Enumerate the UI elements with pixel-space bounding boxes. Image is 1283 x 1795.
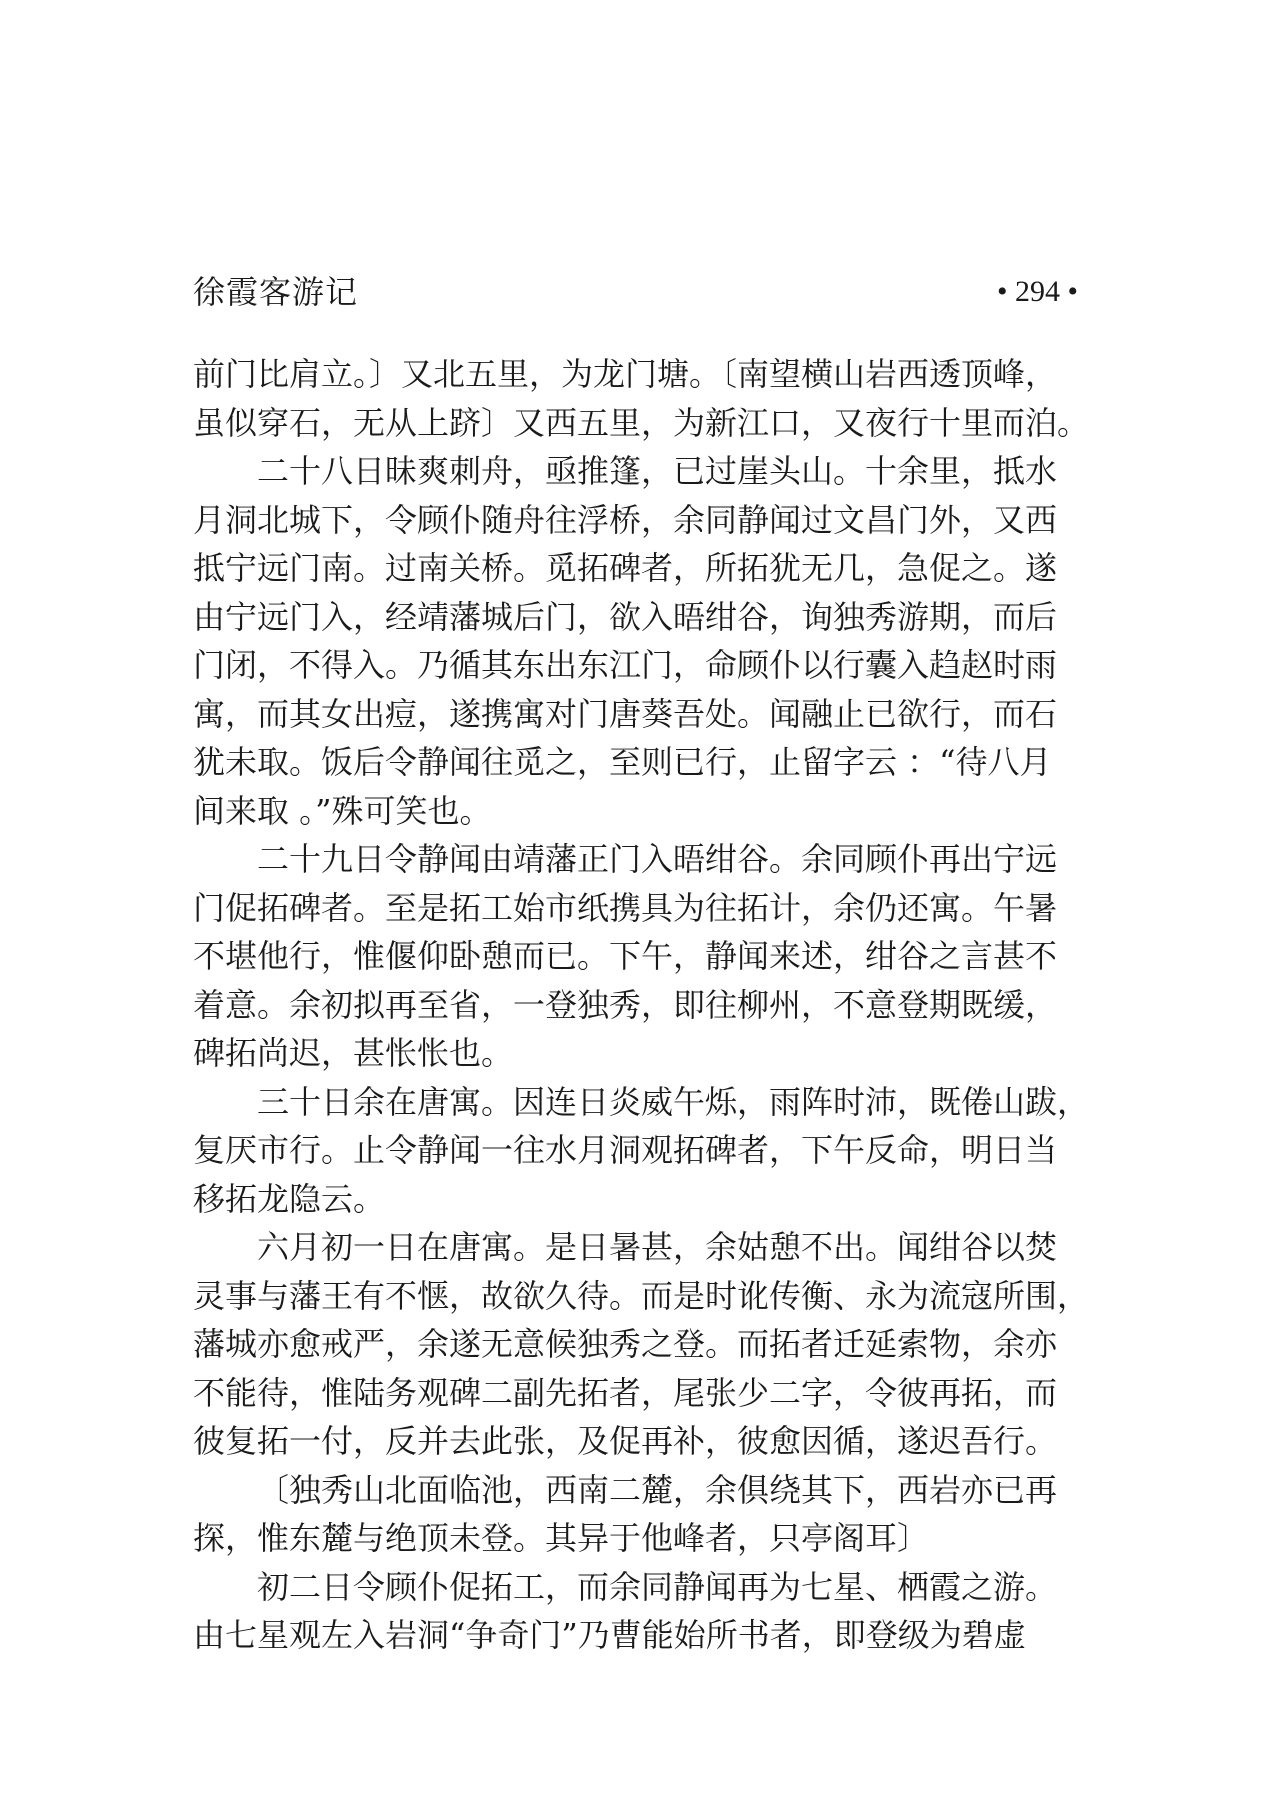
- text-line: 不堪他行，惟偃仰卧憩而已。下午，静闻来述，绀谷之言甚不: [193, 937, 1058, 975]
- text-line: 门闭，不得入。乃循其东出东江门，命顾仆以行囊入趋赵时雨: [193, 646, 1058, 684]
- page-number: • 294 •: [996, 275, 1078, 308]
- text-line: 间来取 。”殊可笑也。: [193, 791, 492, 830]
- paragraph-start-line: 〔独秀山北面临池，西南二麓，余俱绕其下，西岩亦已再: [257, 1470, 1058, 1509]
- text-line: 不能待，惟陆务观碑二副先拓者，尾张少二字，令彼再拓，而: [193, 1373, 1058, 1412]
- body-text: [193, 350, 1093, 1660]
- text-line: 灵事与藩王有不惬，故欲久待。而是时讹传衡、永为流寇所围，: [193, 1276, 1090, 1315]
- text-line: 由七星观左入岩洞“争奇门”乃曹能始所书者，即登级为碧虚: [193, 1616, 1026, 1654]
- text-line: 抵宁远门南。过南关桥。觅拓碑者，所拓犹无几，急促之。遂: [193, 549, 1058, 587]
- text-line: 碑拓尚迟，甚怅怅也。: [193, 1034, 514, 1072]
- text-line: 探，惟东麓与绝顶未登。其异于他峰者，只亭阁耳〕: [193, 1519, 930, 1557]
- text-line: 寓，而其女出痘，遂携寓对门唐葵吾处。闻融止已欲行，而石: [193, 694, 1058, 733]
- paragraph-start-line: 六月初一日在唐寓。是日暑甚，余姑憩不出。闻绀谷以焚: [257, 1228, 1058, 1266]
- text-line: 彼复拓一付，反并去此张，及促再补，彼愈因循，遂迟吾行。: [193, 1422, 1058, 1460]
- page-header: [193, 270, 1078, 314]
- text-line: 前门比肩立。〕又北五里，为龙门塘。〔南望横山岩西透顶峰，: [193, 355, 1058, 393]
- text-line: 移拓龙隐云。: [193, 1179, 386, 1218]
- text-line: 着意。余初拟再至省，一登独秀，即往柳州，不意登期既缓，: [193, 985, 1058, 1024]
- paragraph-start-line: 二十九日令静闻由靖藩正门入晤绀谷。余同顾仆再出宁远: [257, 840, 1058, 878]
- text-line: 门促拓碑者。至是拓工始市纸携具为往拓计，余仍还寓。午暑: [193, 888, 1058, 927]
- text-line: 虽似穿石，无从上跻〕又西五里，为新江口，又夜行十里而泊。: [193, 403, 1090, 442]
- text-line: 藩城亦愈戒严，余遂无意候独秀之登。而拓者迁延索物，余亦: [193, 1325, 1058, 1363]
- text-line: 犹未取。饭后令静闻往觅之，至则已行，止留字云 ：“待八月: [193, 743, 1052, 781]
- text-line: 复厌市行。止令静闻一往水月洞观拓碑者，下午反命，明日当: [193, 1131, 1058, 1169]
- book-title: 徐霞客游记: [193, 273, 359, 311]
- text-line: 月洞北城下，令顾仆随舟往浮桥，余同静闻过文昌门外，又西: [193, 500, 1058, 539]
- paragraph-start-line: 二十八日昧爽刺舟，亟推篷，已过崖头山。十余里，抵水: [257, 452, 1058, 490]
- paragraph-start-line: 三十日余在唐寓。因连日炎威午烁，雨阵时沛，既倦山跋，: [257, 1082, 1090, 1121]
- paragraph-start-line: 初二日令顾仆促拓工，而余同静闻再为七星、栖霞之游。: [257, 1567, 1058, 1606]
- text-line: 由宁远门入，经靖藩城后门，欲入晤绀谷，询独秀游期，而后: [193, 597, 1058, 636]
